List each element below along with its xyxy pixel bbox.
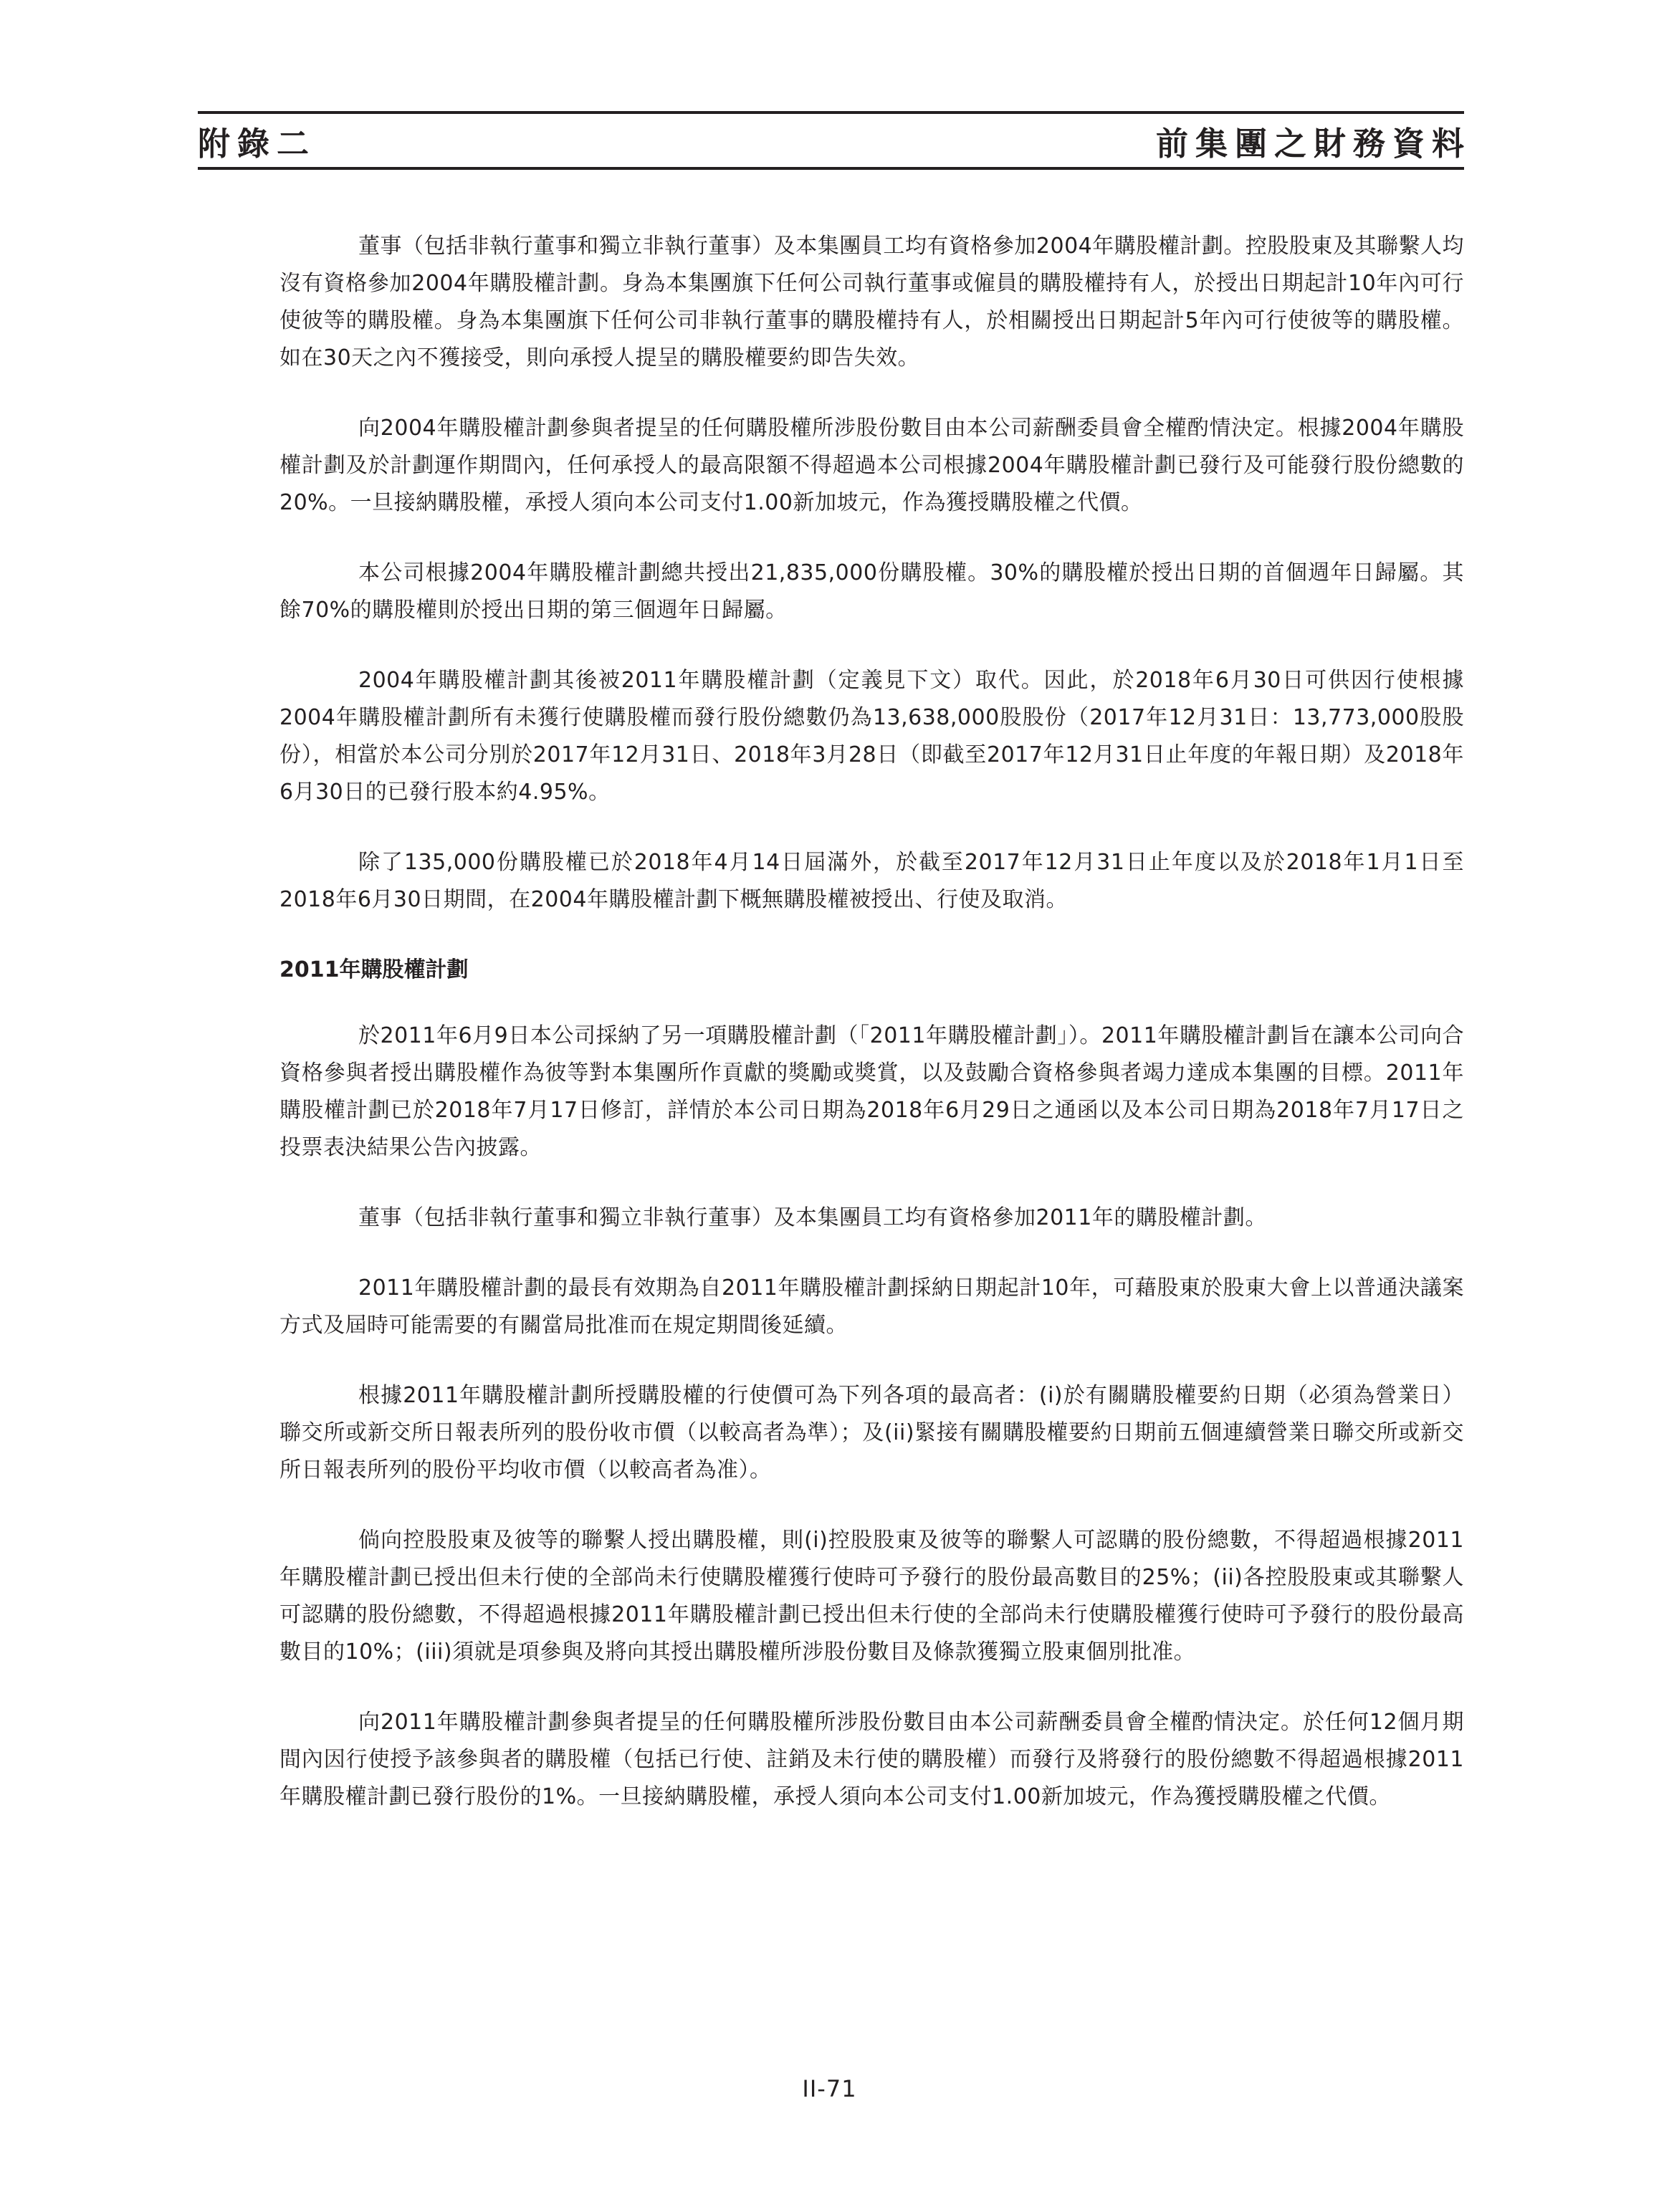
paragraph: 除了135,000份購股權已於2018年4月14日屆滿外，於截至2017年12月31日止年度以及於2018年1月1日至2018年6月30日期間，在2004年購股權計劃下概無購股權被授出、行使及取消。 xyxy=(279,850,1464,912)
paragraph: 向2004年購股權計劃參與者提呈的任何購股權所涉股份數目由本公司薪酬委員會全權酌情決定。根據2004年購股權計劃及於計劃運作期間內，任何承授人的最高限額不得超過本公司根據2004年購股權計劃已發行及可能發行股份總數的20%。一旦接納購股權，承授人須向本公司支付1.00新加坡元，作為獲授購股權之代價。 xyxy=(279,416,1464,515)
paragraph: 倘向控股股東及彼等的聯繫人授出購股權，則(i)控股股東及彼等的聯繫人可認購的股份總數，不得超過根據2011年購股權計劃已授出但未行使的全部尚未行使購股權獲行使時可予發行的股份最高數目的25%；(ii)各控股股東或其聯繫人可認購的股份總數，不得超過根據2011年購股權計劃已授出但未行使的全部尚未行使購股權獲行使時可予發行的股份最高數目的10%；(iii)須就是項參與及將向其授出購股權所涉股份數目及條款獲獨立股東個別批准。 xyxy=(279,1528,1464,1665)
section-title: 前集團之財務資料 xyxy=(1155,125,1471,163)
paragraph: 董事（包括非執行董事和獨立非執行董事）及本集團員工均有資格參加2004年購股權計劃。控股股東及其聯繫人均沒有資格參加2004年購股權計劃。身為本集團旗下任何公司執行董事或僱員的購股權持有人，於授出日期起計10年內可行使彼等的購股權。身為本集團旗下任何公司非執行董事的購股權持有人，於相關授出日期起計5年內可行使彼等的購股權。如在30天之內不獲接受，則向承授人提呈的購股權要約即告失效。 xyxy=(279,234,1464,370)
paragraph: 本公司根據2004年購股權計劃總共授出21,835,000份購股權。30%的購股權於授出日期的首個週年日歸屬。其餘70%的購股權則於授出日期的第三個週年日歸屬。 xyxy=(279,560,1464,623)
paragraph: 於2011年6月9日本公司採納了另一項購股權計劃（「2011年購股權計劃」）。2011年購股權計劃旨在讓本公司向合資格參與者授出購股權作為彼等對本集團所作貢獻的獎勵或獎賞，以及鼓勵合資格參與者竭力達成本集團的目標。2011年購股權計劃已於2018年7月17日修訂，詳情於本公司日期為2018年6月29日之通函以及本公司日期為2018年7月17日之投票表決結果公告內披露。 xyxy=(279,1023,1464,1160)
section-heading: 2011年購股權計劃 xyxy=(279,957,469,982)
appendix-title: 附錄二 xyxy=(198,125,317,163)
paragraph: 根據2011年購股權計劃所授購股權的行使價可為下列各項的最高者：(i)於有關購股權要約日期（必須為營業日）聯交所或新交所日報表所列的股份收市價（以較高者為準）；及(ii)緊接有關購股權要約日期前五個連續營業日聯交所或新交所日報表所列的股份平均收市價（以較高者為准）。 xyxy=(279,1383,1464,1483)
paragraph: 2004年購股權計劃其後被2011年購股權計劃（定義見下文）取代。因此，於2018年6月30日可供因行使根據2004年購股權計劃所有未獲行使購股權而發行股份總數仍為13,638,000股股份（2017年12月31日：13,773,000股股份），相當於本公司分別於2017年12月31日、2018年3月28日（即截至2017年12月31日止年度的年報日期）及2018年6月30日的已發行股本約4.95%。 xyxy=(279,668,1464,805)
page-number: II-71 xyxy=(802,2075,857,2102)
document-body xyxy=(279,228,1464,1849)
paragraph: 2011年購股權計劃的最長有效期為自2011年購股權計劃採納日期起計10年，可藉股東於股東大會上以普通決議案方式及屆時可能需要的有關當局批准而在規定期間後延續。 xyxy=(279,1275,1464,1338)
page-header xyxy=(198,111,1471,170)
paragraph: 董事（包括非執行董事和獨立非執行董事）及本集團員工均有資格參加2011年的購股權計劃。 xyxy=(358,1205,1267,1230)
paragraph: 向2011年購股權計劃參與者提呈的任何購股權所涉股份數目由本公司薪酬委員會全權酌情決定。於任何12個月期間內因行使授予該參與者的購股權（包括已行使、註銷及未行使的購股權）而發行及將發行的股份總數不得超過根據2011年購股權計劃已發行股份的1%。一旦接納購股權，承授人須向本公司支付1.00新加坡元，作為獲授購股權之代價。 xyxy=(279,1710,1464,1809)
